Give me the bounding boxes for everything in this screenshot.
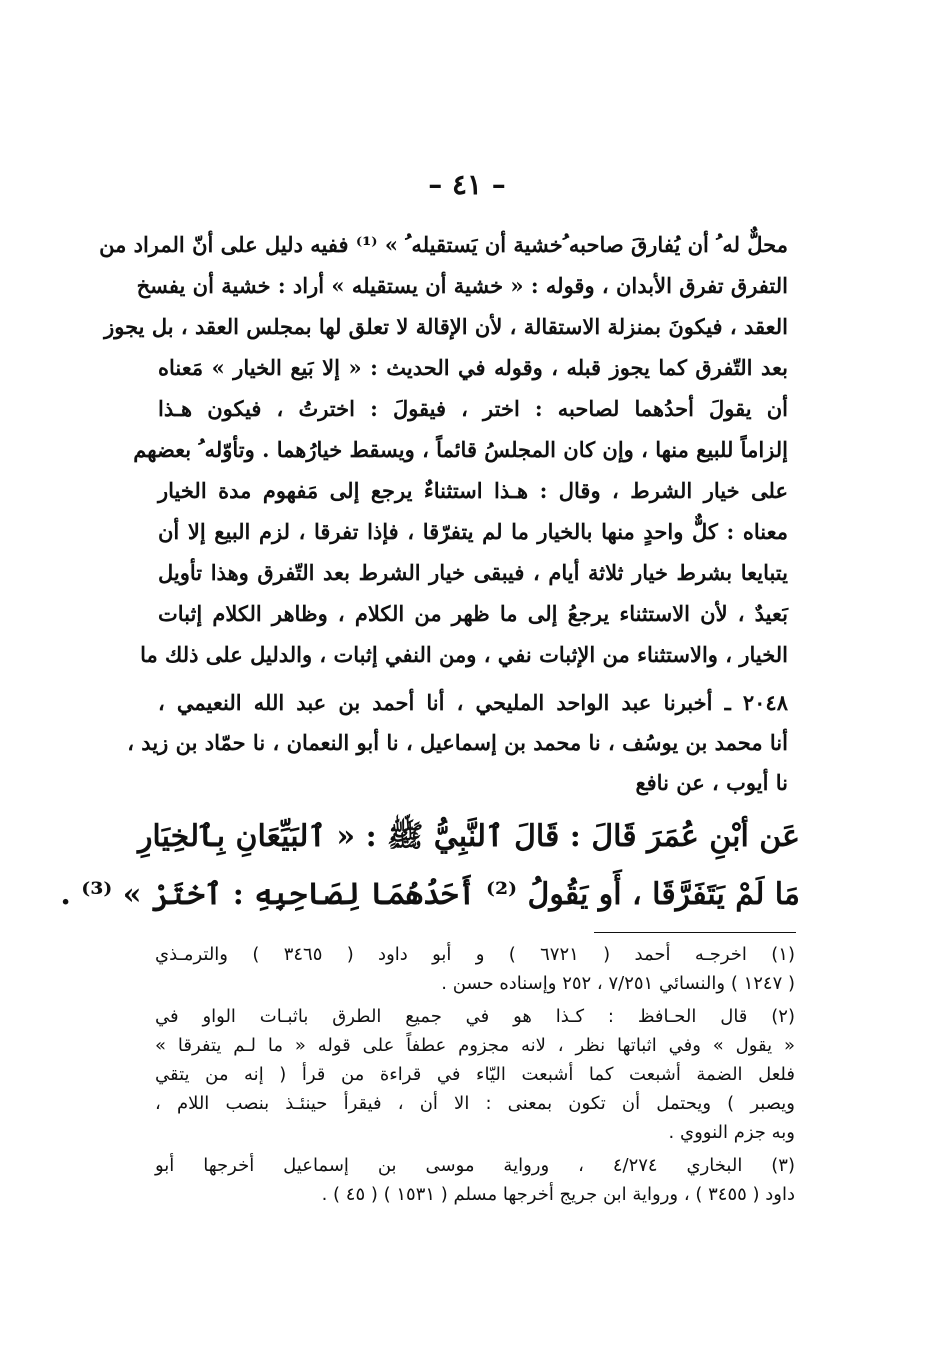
body-line: بعد التّفرق كما يجوز قبله ، وقوله في الحديث : « إلا بَيع الخيار » مَعناه [158, 355, 788, 380]
isnad-line: ٢٠٤٨ ـ أخبرنا عبد الواحد المليحي ، أنا أحمد بن عبد الله النعيمي ، [158, 690, 788, 715]
footnote-line: « يقول » وفي اثباتها نظر ، لانه مجزوم عطفاً على قوله « ما لـم يتفرقا » [155, 1035, 795, 1056]
footnote-line: وبه جزم النووي . [668, 1122, 795, 1143]
body-line: العقد ، فيكونَ بمنزلة الاستقالة ، لأن الإقالة لا تعلق لها بمجلس العقد ، بل يجوز [104, 314, 788, 339]
body-line: إلزاماً للبيع منها ، وإن كان المجلسُ قائماً ، ويسقط خيارُهما . وتأوّله ُ بعضهم [133, 437, 788, 462]
footnote-3 [155, 1151, 795, 1209]
isnad-chain [127, 683, 788, 803]
body-paragraph [99, 224, 788, 675]
footnote-line: (٢) قال الحـافظ : كـذا هو في جميع الطرق باثبـات الواو في [155, 1006, 795, 1027]
isnad-line: نا أيوب ، عن نافع [635, 770, 788, 795]
footnotes [155, 940, 795, 1213]
hadith-line: عَن أبْنِ عُمَرَ قَالَ : قَالَ ٱلنَّبِيُّ ﷺ : « ٱلبَيِّعَانِ بِٱلخِيَارِ [137, 819, 800, 854]
body-line: على خيار الشرط ، وقال : هـذا استثناءٌ يرجع إلى مَفهوم مدة الخيار [158, 478, 788, 503]
footnote-line: (٣) البخاري ٤/٢٧٤ ، ورواية موسى بن إسماعيل أخرجها أبو [155, 1155, 795, 1176]
hadith-text [60, 808, 800, 924]
isnad-line: أنا محمد بن يوسُف ، نا محمد بن إسماعيل ، نا أبو النعمان ، نا حمّاد بن زيد ، [127, 730, 788, 755]
footnote-2 [155, 1002, 795, 1147]
footnote-line: ويصبر ) ويحتمل أن تكون بمعنى : الا أن ، فيقرأ حينئـذ بنصب اللام ، [155, 1093, 795, 1114]
body-line: الخيار ، والاستثناء من الإثبات نفي ، ومن النفي إثبات ، والدليل على ذلك ما [140, 642, 788, 667]
footnote-line: داود ( ٣٤٥٥ ) ، ورواية ابن جريج أخرجها مسلم ( ١٥٣١ ) ( ٤٥ ) . [321, 1184, 795, 1205]
footnote-line: (١) اخرجـه أحمد ( ٦٧٢١ ) و أبو داود ( ٣٤٦٥ ) والترمـذي [155, 944, 795, 965]
footnote-1 [155, 940, 795, 998]
footnote-separator [594, 932, 796, 933]
body-line: محلٌّ له ُ أن يُفارقَ صاحبه ُخشية أن يَستقيله ُ » ⁽¹⁾ ففيه دليل على أنّ المراد من [99, 232, 788, 257]
body-line: التفرق تفرق الأبدان ، وقوله : « خشية أن يستقيله » أراد : خشية أن يفسخ [136, 273, 788, 298]
footnote-line: فلعل الضمة أشبعت كما أشبعت اليّاء في قراءة من قرأ ( إنه من يتقي [155, 1064, 795, 1085]
footnote-line: ( ١٢٤٧ ) والنسائي ٧/٢٥١ ، ٢٥٢ وإسناده حسن . [441, 973, 795, 994]
body-line: بَعيدٌ ، لأن الاستثناء يرجعُ إلى ما ظهر من الكلام ، وظاهر الكلام إثبات [158, 601, 788, 626]
body-line: يتبايعا بشرط خيار ثلاثة أيام ، فيبقى خيار الشرط بعد التّفرق وهذا تأويل [158, 560, 788, 585]
hadith-line: مَا لَمْ يَتَفَرَّقَا ، أَو يَقُولُ ⁽²⁾ أَحَدُهُمَا لِصَاحِبِهِ : ٱختَرْ » ⁽³⁾ . [60, 877, 800, 912]
body-line: أن يقولَ أحدُهما لصاحبه : اختر ، فيقولَ : اخترتُ ، فيكون هـذا [158, 396, 788, 421]
body-line: معناه : كلٌّ واحدٍ منها بالخيار ما لم يتفرّقا ، فإذا تفرقا ، لزم البيع إلا أن [158, 519, 788, 544]
page-number: – ٤١ – [428, 168, 506, 201]
